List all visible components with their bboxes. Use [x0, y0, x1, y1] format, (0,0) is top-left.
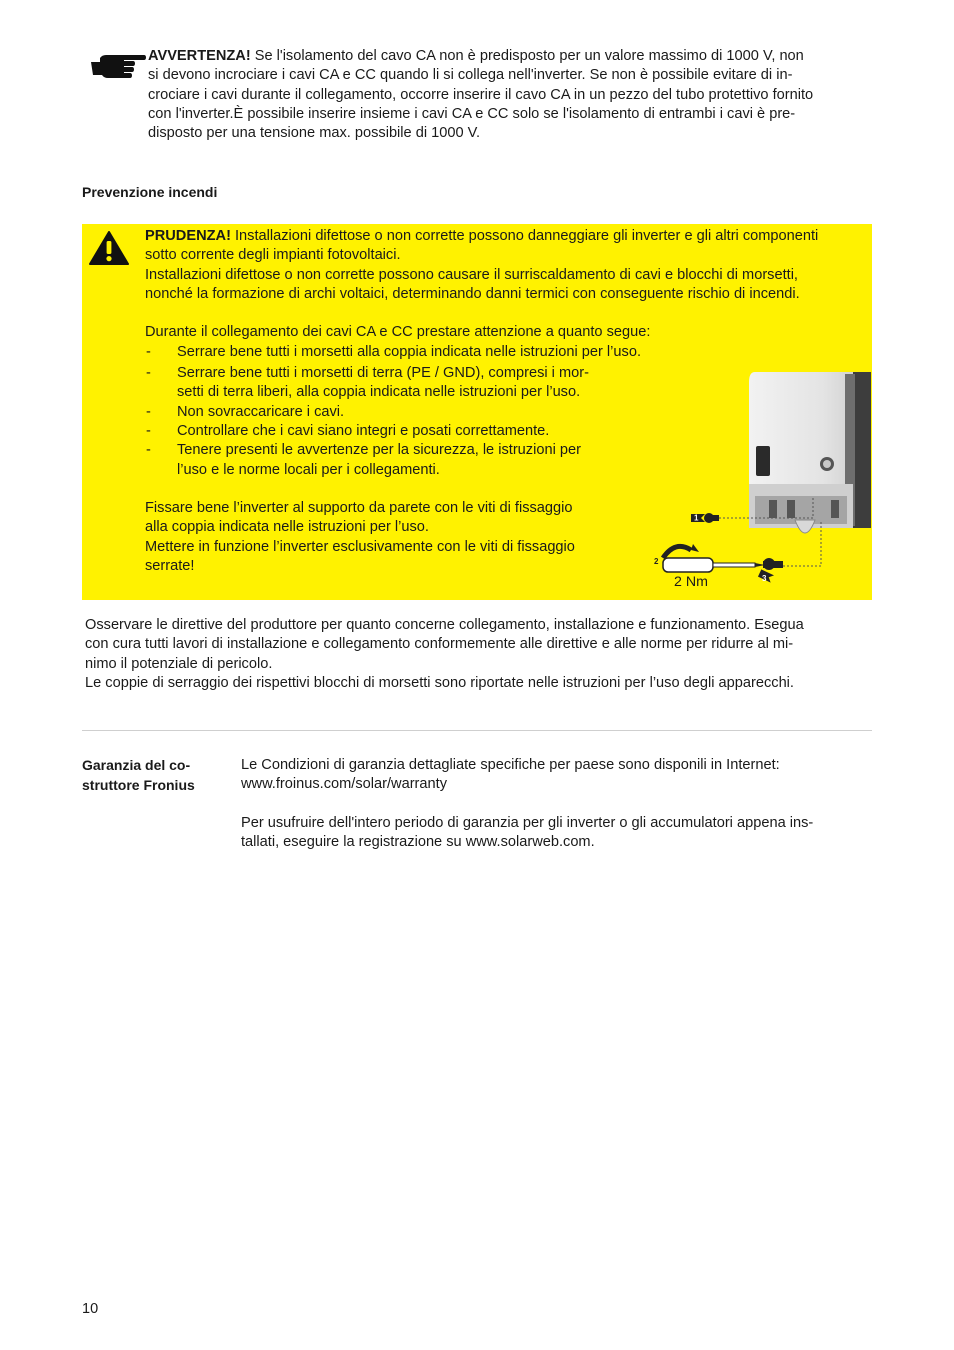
caution-intro: Durante il collegamento dei cavi CA e CC prestare attenzione a quanto segue: [145, 324, 651, 341]
list-item: - Tenere presenti le avvertenze per la sicurezza, le istruzioni per l’uso e le norme locali per i collegamenti. [145, 441, 657, 480]
warranty-text [241, 756, 873, 852]
step-label: 3 [762, 574, 767, 583]
caution-closing-line: alla coppia indicata nelle istruzioni per l’uso. [145, 519, 429, 536]
caution-closing-line: serrate! [145, 558, 195, 575]
inverter-mounting-figure [645, 372, 871, 596]
caution-line: Installazioni difettose o non corrette possono causare il surriscaldamento di cavi e blocchi di morsetti, [145, 266, 798, 283]
caution-text: Installazioni difettose o non corrette possono danneggiare gli inverter e gli altri componenti [230, 228, 819, 244]
list-item: - Non sovraccaricare i cavi. [145, 403, 657, 422]
warning-text: Se l'isolamento del cavo CA non è predisposto per un valore massimo di 1000 V, non [250, 48, 804, 64]
paragraph-line: con cura tutti lavori di installazione e collegamento conformemente alle direttive e alle norme per ridurre al mi- [85, 636, 794, 653]
step-label: 1 [694, 513, 699, 523]
caution-line: sotto corrente degli impianti fotovoltaici. [145, 247, 401, 264]
warning-notice [148, 47, 868, 143]
list-item: - Serrare bene tutti i morsetti alla coppia indicata nelle istruzioni per l’uso. [145, 343, 873, 362]
general-instructions [85, 616, 871, 693]
paragraph-line: Per usufruire dell'intero periodo di garanzia per gli inverter o gli accumulatori appena ins- [241, 814, 814, 831]
paragraph-line: tallati, eseguire la registrazione su www.solarweb.com. [241, 834, 595, 851]
caution-label: PRUDENZA! [145, 228, 231, 244]
paragraph-line: Le Condizioni di garanzia dettagliate specifiche per paese sono disponili in Internet: [241, 757, 780, 773]
caution-closing-line: Fissare bene l’inverter al supporto da parete con le viti di fissaggio [145, 500, 573, 517]
warning-line: disposto per una tensione max. possibile di 1000 V. [148, 125, 481, 142]
section-heading-warranty: Garanzia del co- struttore Fronius [82, 757, 195, 793]
section-divider [82, 730, 872, 731]
paragraph-line: Le coppie di serraggio dei rispettivi blocchi di morsetti sono riportate nelle istruzioni per l’uso degli apparecchi. [85, 674, 794, 691]
inverter-illustration [749, 372, 871, 533]
caution-closing-line: Mettere in funzione l’inverter esclusivamente con le viti di fissaggio [145, 538, 575, 555]
paragraph-line: nimo il potenziale di pericolo. [85, 655, 273, 672]
warranty-link[interactable]: www.froinus.com/solar/warranty [241, 776, 447, 793]
warning-line: si devono incrociare i cavi CA e CC quando li si collega nell'inverter. Se non è possibile evitare di in- [148, 67, 793, 84]
list-item: - Serrare bene tutti i morsetti di terra (PE / GND), compresi i mor- setti di terra liberi, alla coppia indicata nelle istruzioni per l’uso. [145, 364, 657, 403]
caution-line: nonché la formazione di archi voltaici, determinando danni termici con conseguente rischio di incendi. [145, 285, 800, 302]
step-label: 2 [654, 557, 659, 566]
paragraph-line: Osservare le direttive del produttore per quanto concerne collegamento, installazione e funzionamento. Esegua [85, 617, 804, 633]
pointing-hand-icon [90, 52, 146, 82]
warning-line: crociare i cavi durante il collegamento, occorre inserire il cavo CA in un pezzo del tubo protettivo fornito [148, 86, 814, 103]
screwdriver-icon [663, 544, 765, 572]
warning-label: AVVERTENZA! [148, 48, 251, 64]
torque-label: 2 Nm [674, 574, 708, 590]
list-item: - Controllare che i cavi siano integri e posati correttamente. [145, 422, 657, 441]
page-number: 10 [82, 1301, 99, 1317]
warning-line: con l'inverter.È possibile inserire insieme i cavi CA e CC solo se l'isolamento di entrambi i cavi è pre- [148, 105, 796, 122]
section-heading-fire-prevention: Prevenzione incendi [82, 184, 218, 200]
warning-triangle-icon [88, 230, 130, 266]
